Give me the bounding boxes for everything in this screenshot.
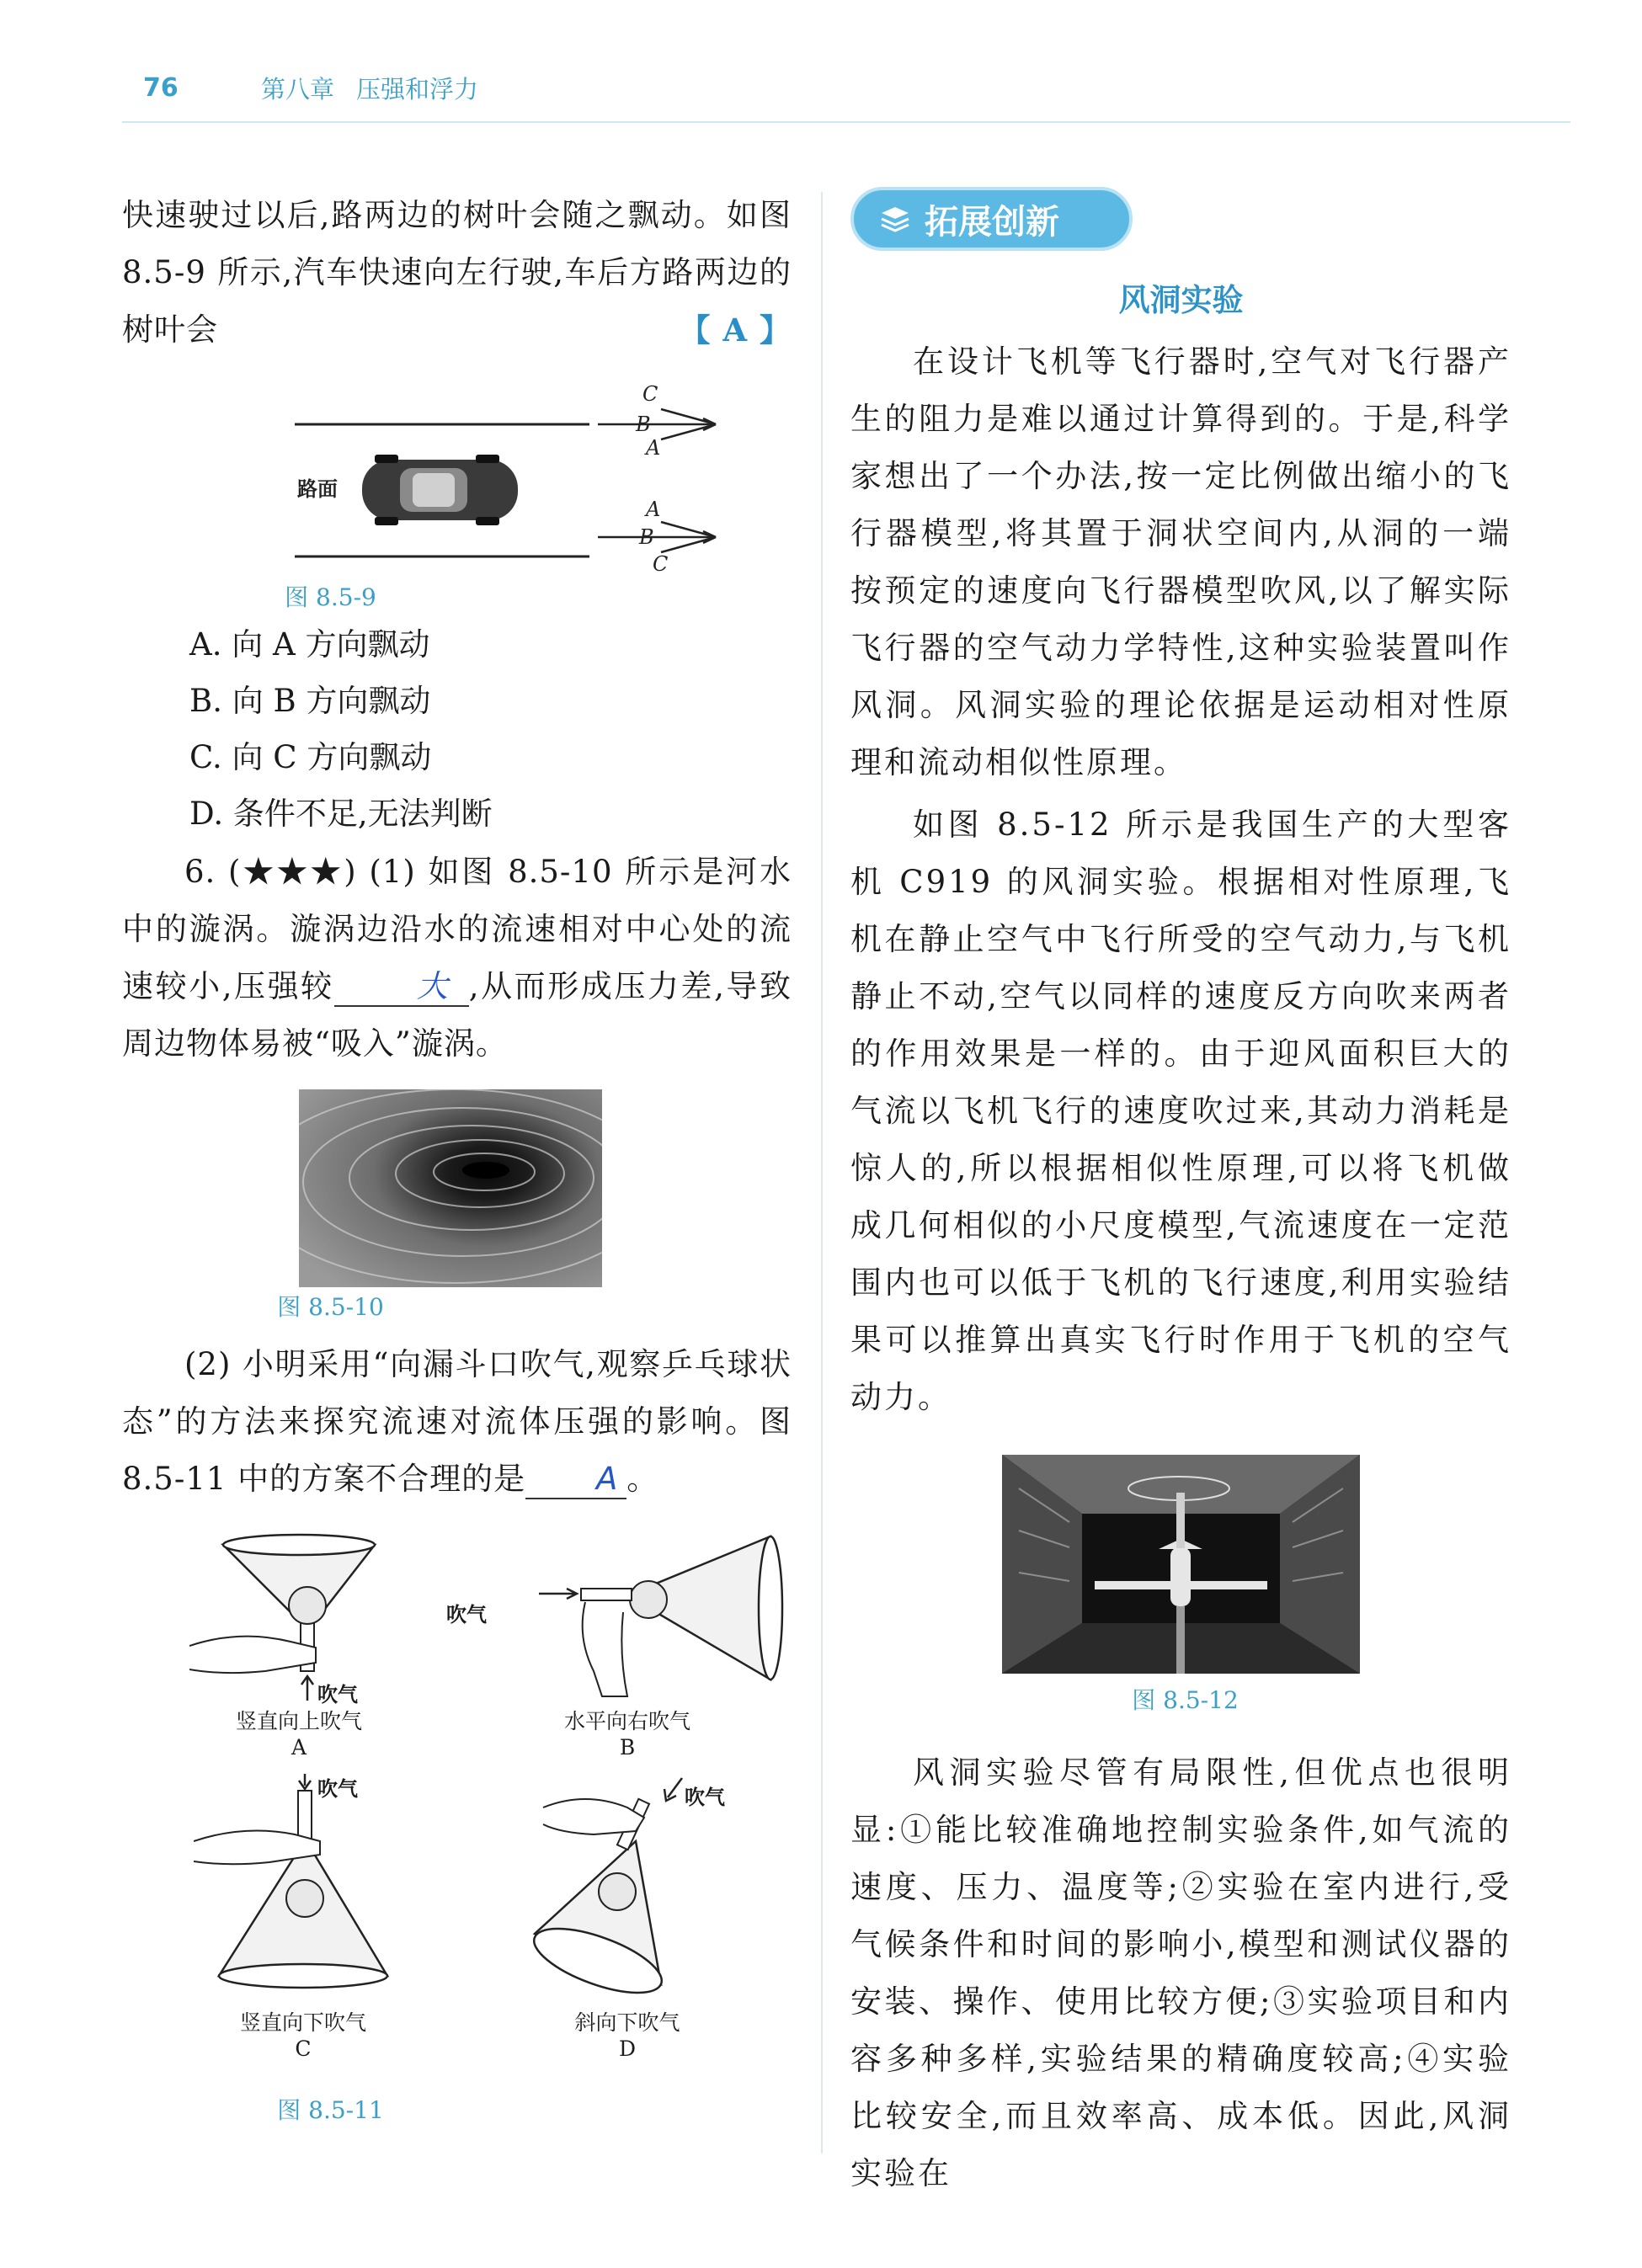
figure-8-5-10 — [122, 1089, 792, 1323]
panel-b-blow: 吹气 — [446, 1603, 487, 1626]
fig-8-5-9-caption: 图 8.5-9 — [285, 583, 376, 611]
panel-d-letter: D — [618, 2036, 637, 2061]
q6-part2-text: (2) 小明采用“向漏斗口吹气,观察乒乓球状态”的方法来探究流速对流体压强的影响。图 8.5-11 中的方案不合理的是 — [122, 1346, 792, 1497]
wind-tunnel-para-3: 风洞实验尽管有局限性,但优点也很明显:①能比较准确地控制实验条件,如气流的速度、压力、温度等;②实验在室内进行,受气候条件和时间的影响小,模型和测试仪器的安装、操作、使用比较方便;③实验项目和内容多种多样,实验结果的精确度较高;④实验比较安全,而且效率高、成本低。因此,风洞实验在 — [850, 1754, 1511, 2191]
header-divider — [122, 121, 1570, 123]
fig-8-5-10-caption: 图 8.5-10 — [277, 1293, 384, 1321]
option-b: B. 向 B 方向飘动 — [189, 683, 431, 719]
label-top-b: B — [636, 413, 651, 436]
figure-8-5-11 — [122, 1528, 792, 2126]
q6-part1 — [122, 844, 792, 1073]
q6-part1-after: ,从而形成压力差,导致周边物体易被“吸入”漩涡。 — [122, 968, 792, 1062]
q5-stem — [122, 187, 792, 359]
bottom-arrows — [598, 522, 716, 552]
q6-part1-blank — [334, 968, 469, 1007]
chapter-number: 第八章 — [261, 74, 335, 104]
left-column — [122, 187, 792, 2126]
chapter-title — [261, 71, 500, 105]
top-arrows — [598, 409, 716, 439]
badge-label: 拓展创新 — [925, 202, 1059, 242]
panel-c-blow: 吹气 — [317, 1777, 358, 1801]
car-icon — [362, 455, 518, 525]
q5-answer: 【 A 】 — [679, 311, 792, 349]
wind-tunnel-para-1: 在设计飞机等飞行器时,空气对飞行器产生的阻力是难以通过计算得到的。于是,科学家想出了一个办法,按一定比例做出缩小的飞行器模型,将其置于洞状空间内,从洞的一端按预定的速度向飞行器模型吹风,以了解实际飞行器的空气动力学特性,这种实验装置叫作风洞。风洞实验的理论依据是运动相对性原理和流动相似性原理。 — [850, 343, 1511, 780]
q6-part2-blank — [525, 1461, 626, 1499]
label-top-a: A — [646, 436, 661, 460]
road-diagram — [122, 384, 792, 578]
panel-d-desc: 斜向下吹气 — [574, 2010, 680, 2035]
funnel-c-drawing — [194, 1774, 413, 2001]
page-header — [143, 66, 500, 109]
q6-part1-text: 6. (★★★) (1) 如图 8.5-10 所示是河水中的漩涡。漩涡边沿水的流速相对中心处的流速较小,压强较 — [122, 854, 792, 1004]
column-divider — [821, 192, 823, 2154]
option-d: D. 条件不足,无法判断 — [189, 796, 493, 832]
right-column — [850, 187, 1511, 2202]
q6-part2 — [122, 1336, 792, 1508]
page-number: 76 — [143, 72, 179, 103]
fig-8-5-12-caption: 图 8.5-12 — [1132, 1686, 1239, 1714]
whirlpool-image — [299, 1089, 602, 1287]
panel-a-blow: 吹气 — [317, 1683, 358, 1706]
q6-part2-after: 。 — [626, 1461, 659, 1497]
road-label: 路面 — [297, 477, 338, 501]
option-c: C. 向 C 方向飘动 — [189, 739, 432, 775]
panel-d-blow: 吹气 — [685, 1786, 725, 1809]
books-icon — [879, 205, 911, 233]
panel-c-letter: C — [295, 2036, 312, 2061]
label-bottom-a: A — [646, 498, 661, 521]
funnel-b-drawing — [535, 1528, 804, 1705]
funnel-a-drawing — [189, 1528, 408, 1705]
label-bottom-c: C — [653, 552, 669, 576]
panel-c-desc: 竖直向下吹气 — [239, 2010, 366, 2035]
q6-part2-answer: A — [596, 1461, 619, 1497]
q5-text: 快速驶过以后,路两边的树叶会随之飘动。如图 8.5-9 所示,汽车快速向左行驶,车后方路两边的树叶会 — [122, 197, 792, 348]
panel-a-letter: A — [291, 1735, 307, 1760]
panel-a-desc: 竖直向上吹气 — [235, 1709, 362, 1733]
expand-innovation-badge — [850, 187, 1133, 251]
figure-8-5-12 — [850, 1455, 1511, 1716]
label-top-c: C — [642, 384, 658, 406]
figure-8-5-9 — [122, 384, 792, 611]
panel-b-desc: 水平向右吹气 — [563, 1709, 690, 1733]
chapter-name: 压强和浮力 — [356, 74, 479, 104]
option-a: A. 向 A 方向飘动 — [189, 626, 430, 663]
wind-tunnel-photo — [1002, 1455, 1360, 1674]
fig-8-5-11-caption: 图 8.5-11 — [277, 2096, 384, 2124]
section-title: 风洞实验 — [1118, 282, 1244, 318]
wind-tunnel-para-2: 如图 8.5-12 所示是我国生产的大型客机 C919 的风洞实验。根据相对性原理,飞机在静止空气中飞行所受的空气动力,与飞机静止不动,空气以同样的速度反方向吹来两者的作用效果是一样的。由于迎风面积巨大的气流以飞机飞行的速度吹过来,其动力消耗是惊人的,所以根据相似性原理,可以将飞机做成几何相似的小尺度模型,气流速度在一定范围内也可以低于飞机的飞行速度,利用实验结果可以推算出真实飞行时作用于飞机的空气动力。 — [850, 807, 1511, 1415]
q6-part1-answer: 大 — [416, 968, 449, 1004]
label-bottom-b: B — [639, 525, 654, 549]
panel-b-letter: B — [619, 1735, 636, 1760]
q5-options — [122, 616, 792, 842]
